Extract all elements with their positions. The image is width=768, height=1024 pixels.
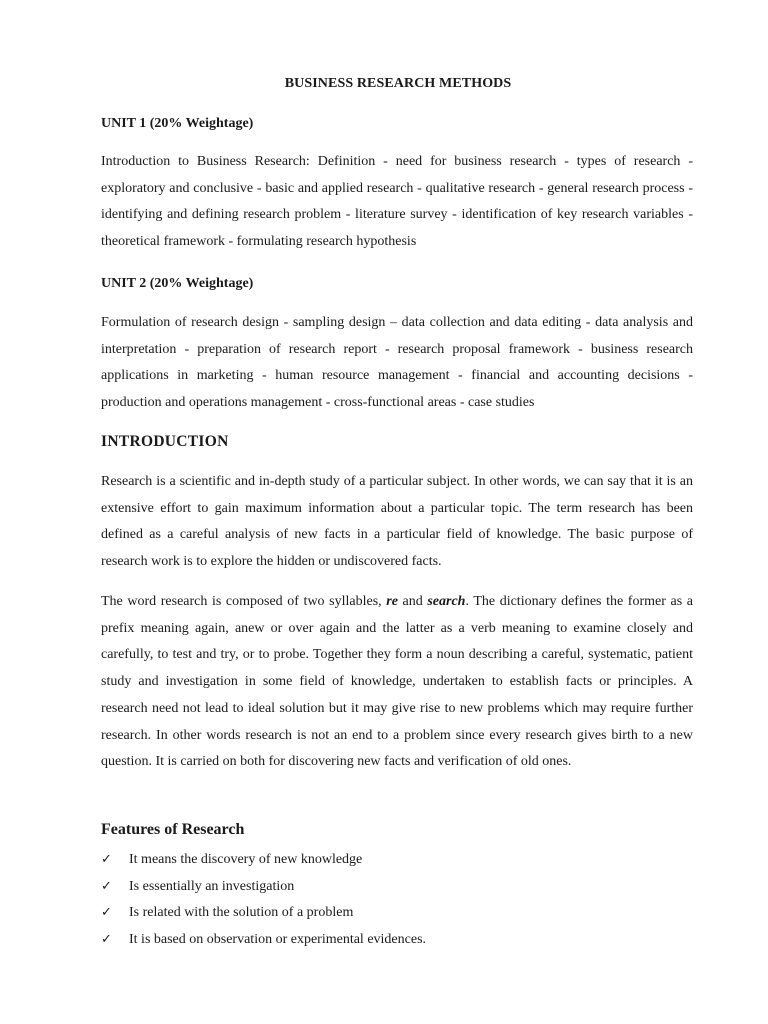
features-list xyxy=(101,847,426,953)
unit2-body: Formulation of research design - sampling design – data collection and data editing - data analysis and interpretation - preparation of research report - research proposal framework - business research applications in marketing - human resource management - financial and accounting decisions - production and operations management - cross-functional areas - case studies xyxy=(101,315,693,411)
unit1-body: Introduction to Business Research: Definition - need for business research - types of research - exploratory and conclusive - basic and applied research - qualitative research - general research process - identifying and defining research problem - literature survey - identification of key research variables - theoretical framework - formulating research hypothesis xyxy=(101,154,693,250)
para2-rest: . The dictionary defines the former as a prefix meaning again, anew or over again and the latter as a verb meaning to examine closely and carefully, to test and try, or to probe. Together they form a noun describing a careful, systematic, patient study and investigation in some field of knowledge, undertaken to establish facts or principles. A research need not lead to ideal solution but it may give rise to new problems which may require further research. In other words research is not an end to a problem since every research gives birth to a new question. It is carried on both for discovering new facts and verification of old ones. xyxy=(101,594,693,770)
list-item-text: Is essentially an investigation xyxy=(129,878,295,894)
para2-start: The word research is composed of two syllables, xyxy=(101,594,387,609)
list-item xyxy=(101,874,426,901)
list-item-text: It is based on observation or experimental evidences. xyxy=(129,931,427,947)
list-item xyxy=(101,927,426,954)
features-heading: Features of Research xyxy=(101,821,245,838)
introduction-paragraph-1: Research is a scientific and in-depth study of a particular subject. In other words, we can say that it is an extensive effort to gain maximum information about a particular topic. The term research has been defined as a careful analysis of new facts in a particular field of knowledge. The basic purpose of research work is to explore the hidden or undiscovered facts. xyxy=(101,474,693,570)
syllable-search: search xyxy=(427,594,466,609)
checkmark-icon: ✓ xyxy=(101,905,112,920)
introduction-paragraph-2 xyxy=(101,589,693,776)
unit1-heading: UNIT 1 (20% Weightage) xyxy=(101,116,254,131)
introduction-heading: INTRODUCTION xyxy=(101,433,229,450)
list-item xyxy=(101,847,426,874)
document-title: BUSINESS RESEARCH METHODS xyxy=(284,76,512,91)
unit2-heading: UNIT 2 (20% Weightage) xyxy=(101,276,254,291)
checkmark-icon: ✓ xyxy=(101,878,112,894)
checkmark-icon: ✓ xyxy=(101,852,112,867)
syllable-re: re xyxy=(386,594,398,609)
list-item-text: It means the discovery of new knowledge xyxy=(129,852,363,867)
list-item xyxy=(101,900,426,927)
checkmark-icon: ✓ xyxy=(101,931,112,947)
list-item-text: Is related with the solution of a problem xyxy=(129,905,354,920)
para2-and: and xyxy=(397,594,428,609)
